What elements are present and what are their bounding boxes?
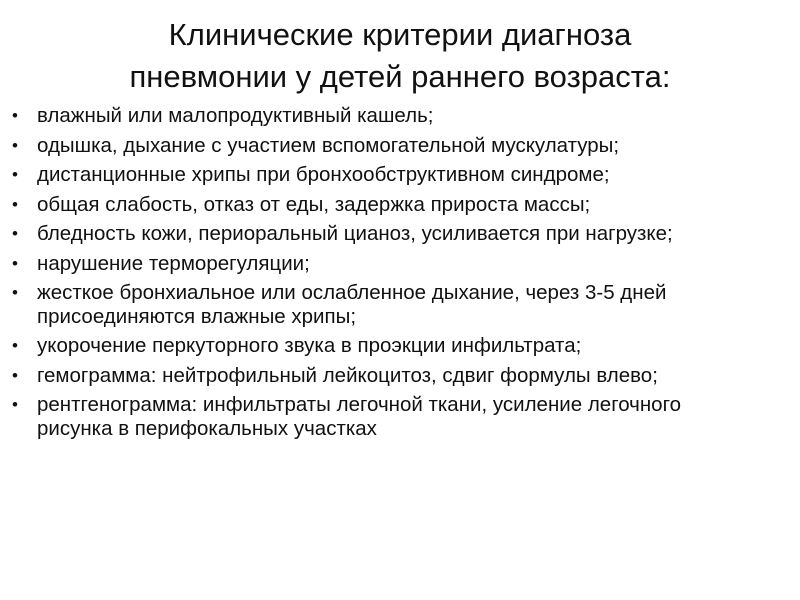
bullet-icon: • [12, 194, 18, 214]
bullet-icon: • [12, 135, 18, 155]
list-item [0, 252, 800, 276]
bullet-icon: • [12, 283, 18, 302]
list-item [0, 104, 800, 128]
list-item-text: влажный или малопродуктивный кашель; [37, 104, 434, 127]
list-item [0, 193, 800, 217]
list-item [0, 134, 800, 158]
list-item [0, 163, 800, 187]
list-item-text: гемограмма: нейтрофильный лейкоцитоз, сдвиг формулы влево; [37, 363, 658, 387]
list-item [0, 222, 800, 246]
list-item-text: рентгенограмма: инфильтраты легочной ткани, усиление легочного рисунка в перифокальных участках [37, 393, 681, 440]
list-item-text: общая слабость, отказ от еды, задержка прироста массы; [37, 192, 591, 216]
list-item-text: жесткое бронхиальное или ослабленное дыхание, через 3-5 дней присоединяются влажные хрипы; [37, 281, 667, 328]
list-item [0, 281, 800, 328]
bullet-icon: • [12, 253, 18, 273]
list-item-text: укорочение перкуторного звука в проэкции инфильтрата; [37, 334, 582, 357]
list-item-text: бледность кожи, периоральный цианоз, усиливается при нагрузке; [37, 222, 673, 245]
list-item [0, 364, 800, 388]
list-item-text: нарушение терморегуляции; [37, 251, 310, 275]
title-line-1: Клинические критерии диагноза [168, 17, 632, 52]
list-item-text: дистанционные хрипы при бронхообструктивном синдроме; [37, 163, 610, 186]
title-line-2: пневмонии у детей раннего возраста: [129, 59, 671, 94]
list-item [0, 393, 800, 440]
slide-title [60, 14, 740, 98]
bullet-icon: • [12, 365, 18, 385]
bullet-icon: • [12, 395, 18, 414]
bullet-list [0, 104, 800, 446]
bullet-icon: • [12, 106, 18, 125]
bullet-icon: • [12, 336, 18, 355]
bullet-icon: • [12, 224, 18, 243]
list-item [0, 334, 800, 358]
list-item-text: одышка, дыхание с участием вспомогательной мускулатуры; [37, 133, 620, 157]
bullet-icon: • [12, 165, 18, 184]
